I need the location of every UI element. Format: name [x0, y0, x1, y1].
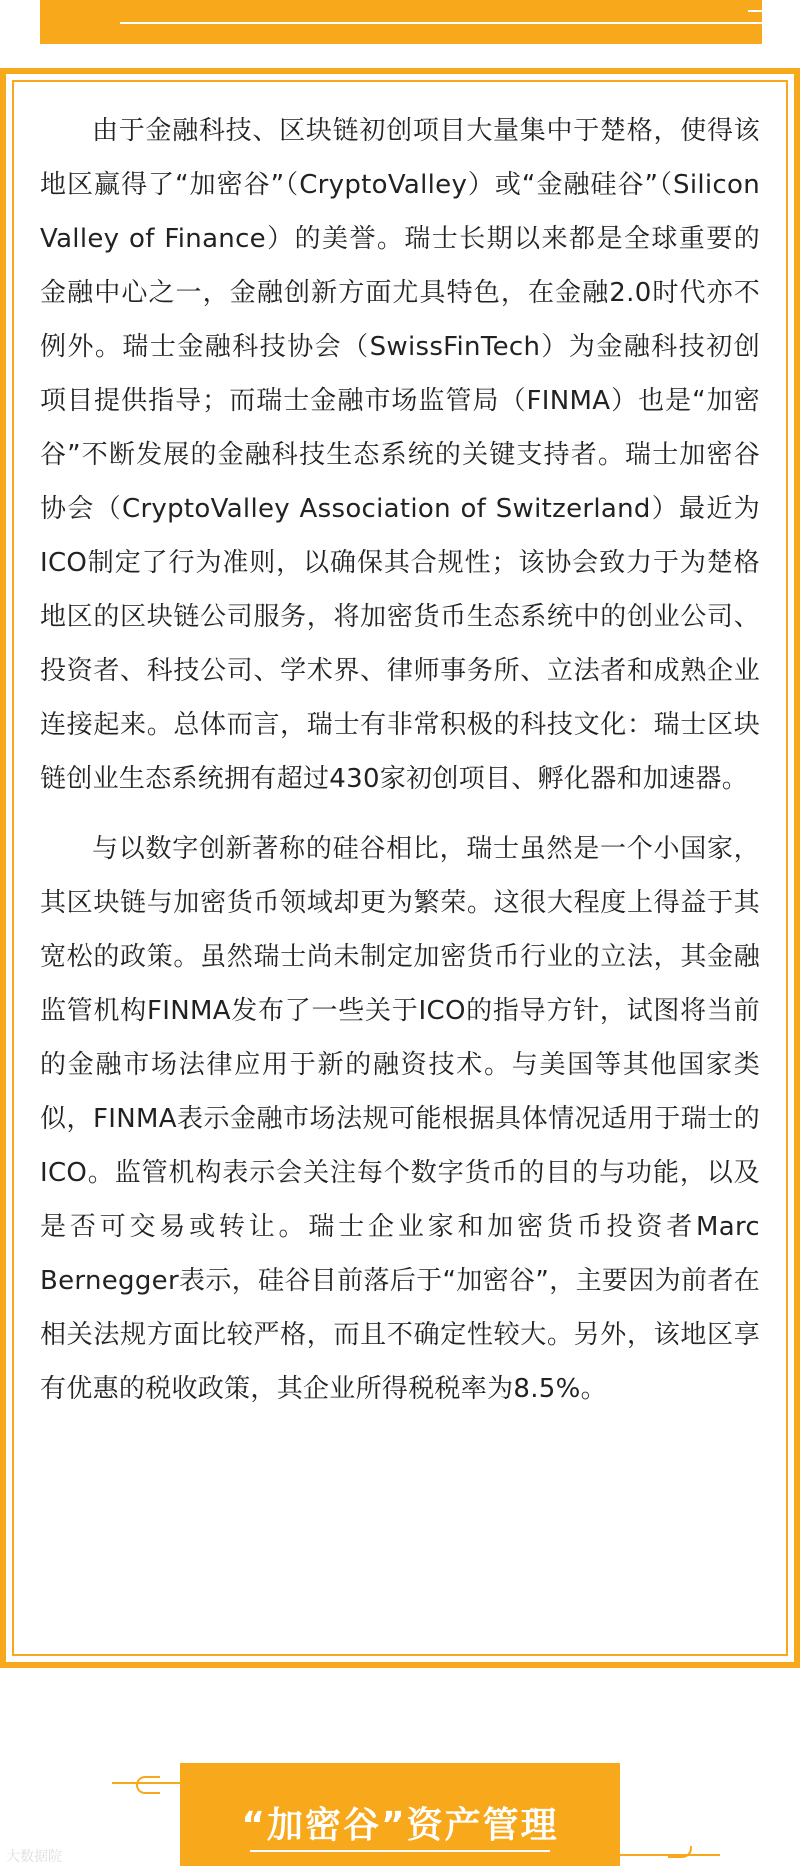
article-body — [40, 104, 760, 1432]
right-ornament-line — [600, 1854, 720, 1856]
right-ornament-curl — [668, 1846, 692, 1858]
section-title: “加密谷”资产管理 — [241, 1805, 559, 1846]
article-frame — [0, 68, 800, 1668]
article-paragraph-2: 与以数字创新著称的硅谷相比，瑞士虽然是一个小国家，其区块链与加密货币领域却更为繁荣。这很大程度上得益于其宽松的政策。虽然瑞士尚未制定加密货币行业的立法，其金融监管机构FINMA发布了一些关于ICO的指导方针，试图将当前的金融市场法律应用于新的融资技术。与美国等其他国家类似，FINMA表示金融市场法规可能根据具体情况适用于瑞士的ICO。监管机构表示会关注每个数字货币的目的与功能，以及是否可交易或转让。瑞士企业家和加密货币投资者Marc Bernegger表示，硅谷目前落后于“加密谷”，主要因为前者在相关法规方面比较严格，而且不确定性较大。另外，该地区享有优惠的税收政策，其企业所得税税率为8.5%。 — [40, 834, 760, 1404]
watermark-text: 大数据院 — [6, 1849, 62, 1865]
left-ornament-curl — [136, 1776, 160, 1794]
section-title-banner — [180, 1763, 620, 1866]
article-paragraph-1: 由于金融科技、区块链初创项目大量集中于楚格，使得该地区赢得了“加密谷”（CryptoValley）或“金融硅谷”（Silicon Valley of Finance）的美誉。瑞士长期以来都是全球重要的金融中心之一，金融创新方面尤具特色，在金融2.0时代亦不例外。瑞士金融科技协会（SwissFinTech）为金融科技初创项目提供指导；而瑞士金融市场监管局（FINMA）也是“加密谷”不断发展的金融科技生态系统的关键支持者。瑞士加密谷协会（CryptoValley Association of Switzerland）最近为ICO制定了行为准则，以确保其合规性；该协会致力于为楚格地区的区块链公司服务，将加密货币生态系统中的创业公司、投资者、科技公司、学术界、律师事务所、立法者和成熟企业连接起来。总体而言，瑞士有非常积极的科技文化：瑞士区块链创业生态系统拥有超过430家初创项目、孵化器和加速器。 — [40, 116, 760, 794]
top-decorative-banner — [40, 0, 762, 44]
banner-curl-ornament — [748, 10, 776, 24]
banner-line — [120, 22, 772, 24]
section-title-underline — [250, 1850, 550, 1852]
